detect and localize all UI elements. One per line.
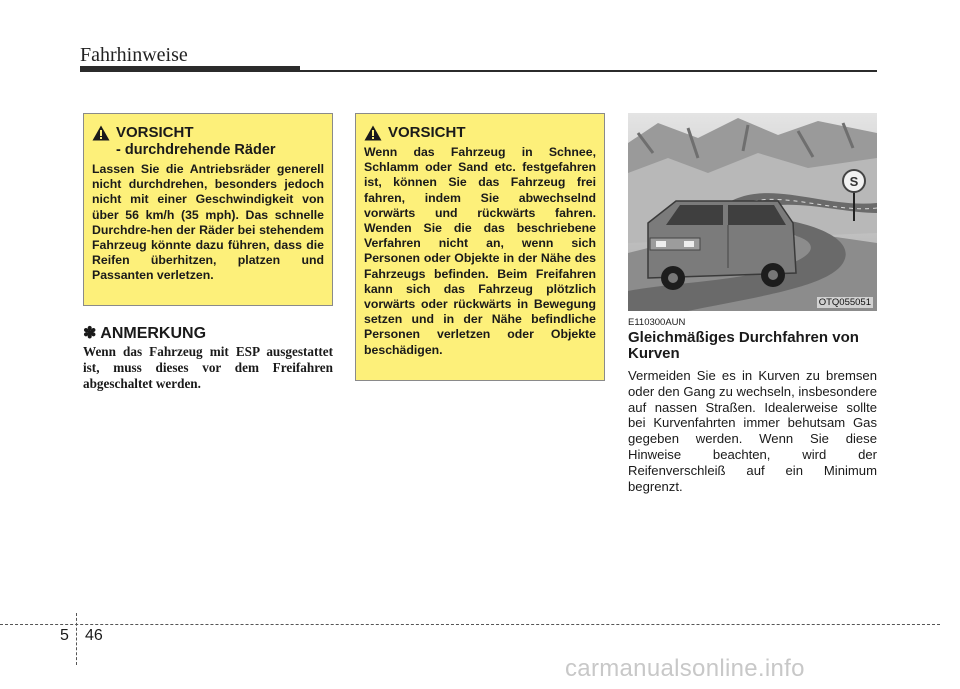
section-body: Vermeiden Sie es in Kurven zu bremsen oder den Gang zu wechseln, insbesondere auf nassen Straßen. Idealerweise sollte bei Kurvenfahrten immer behutsam Gas gegeben werden. Wenn Sie diese Hinweise beachten, wird der Reifenverschleiß auf ein Minimum begrenzt. [628, 368, 877, 494]
caution-body: Lassen Sie die Antriebsräder generell nicht durchdrehen, besonders jedoch nicht mit einer Geschwindigkeit von über 56 km/h (35 mph). Das schnelle Durchdre-hen der Räder bei stehendem Fahrzeug könnte dazu führen, dass die Reifen überhitzen, platzen und Passanten verletzen. [92, 162, 324, 283]
caution-title-row [364, 124, 596, 141]
section-code: E110300AUN [628, 317, 686, 328]
caution-title-row [92, 124, 324, 141]
section-title: Gleichmäßiges Durchfahren von Kurven [628, 329, 859, 362]
page-number: 46 [85, 627, 103, 644]
caution-box-stuck-vehicle [355, 113, 605, 381]
caution-subtitle: - durchdrehende Räder [116, 142, 276, 158]
header-rule [300, 70, 877, 72]
header-bar [80, 66, 300, 72]
curve-sign-letter: S [849, 174, 859, 189]
warning-triangle-icon [364, 125, 382, 141]
footer-rule [0, 624, 940, 625]
note-body: Wenn das Fahrzeug mit ESP ausgestattet ist, muss dieses vor dem Freifahren abgeschaltet werden. [83, 344, 333, 391]
footer-divider [76, 613, 77, 665]
caution-box-spinning-wheels [83, 113, 333, 306]
watermark: carmanualsonline.info [565, 655, 805, 682]
page-header-title: Fahrhinweise [80, 44, 188, 66]
illustration-code: OTQ055051 [818, 297, 871, 308]
caution-title: VORSICHT [388, 124, 466, 141]
curve-driving-illustration [628, 113, 877, 311]
caution-body: Wenn das Fahrzeug in Schnee, Schlamm oder Sand etc. festgefahren ist, können Sie das Fahrzeug frei fahren, indem Sie abwechselnd vorwärts und rückwärts fahren. Wenden Sie die das beschriebene Verfahren nicht an, wenn sich Personen oder Objekte in der Nähe des Fahrzeugs befinden. Beim Freifahren kann sich das Fahrzeug plötzlich vorwärts oder rückwärts in Bewegung setzen und in der Nähe befindliche Personen verletzen oder Objekte beschädigen. [364, 145, 596, 357]
chapter-number: 5 [60, 627, 69, 644]
van-on-winding-road-image [628, 113, 877, 311]
note-title: ✽ ANMERKUNG [83, 325, 207, 342]
warning-triangle-icon [92, 125, 110, 141]
caution-title: VORSICHT [116, 124, 194, 141]
